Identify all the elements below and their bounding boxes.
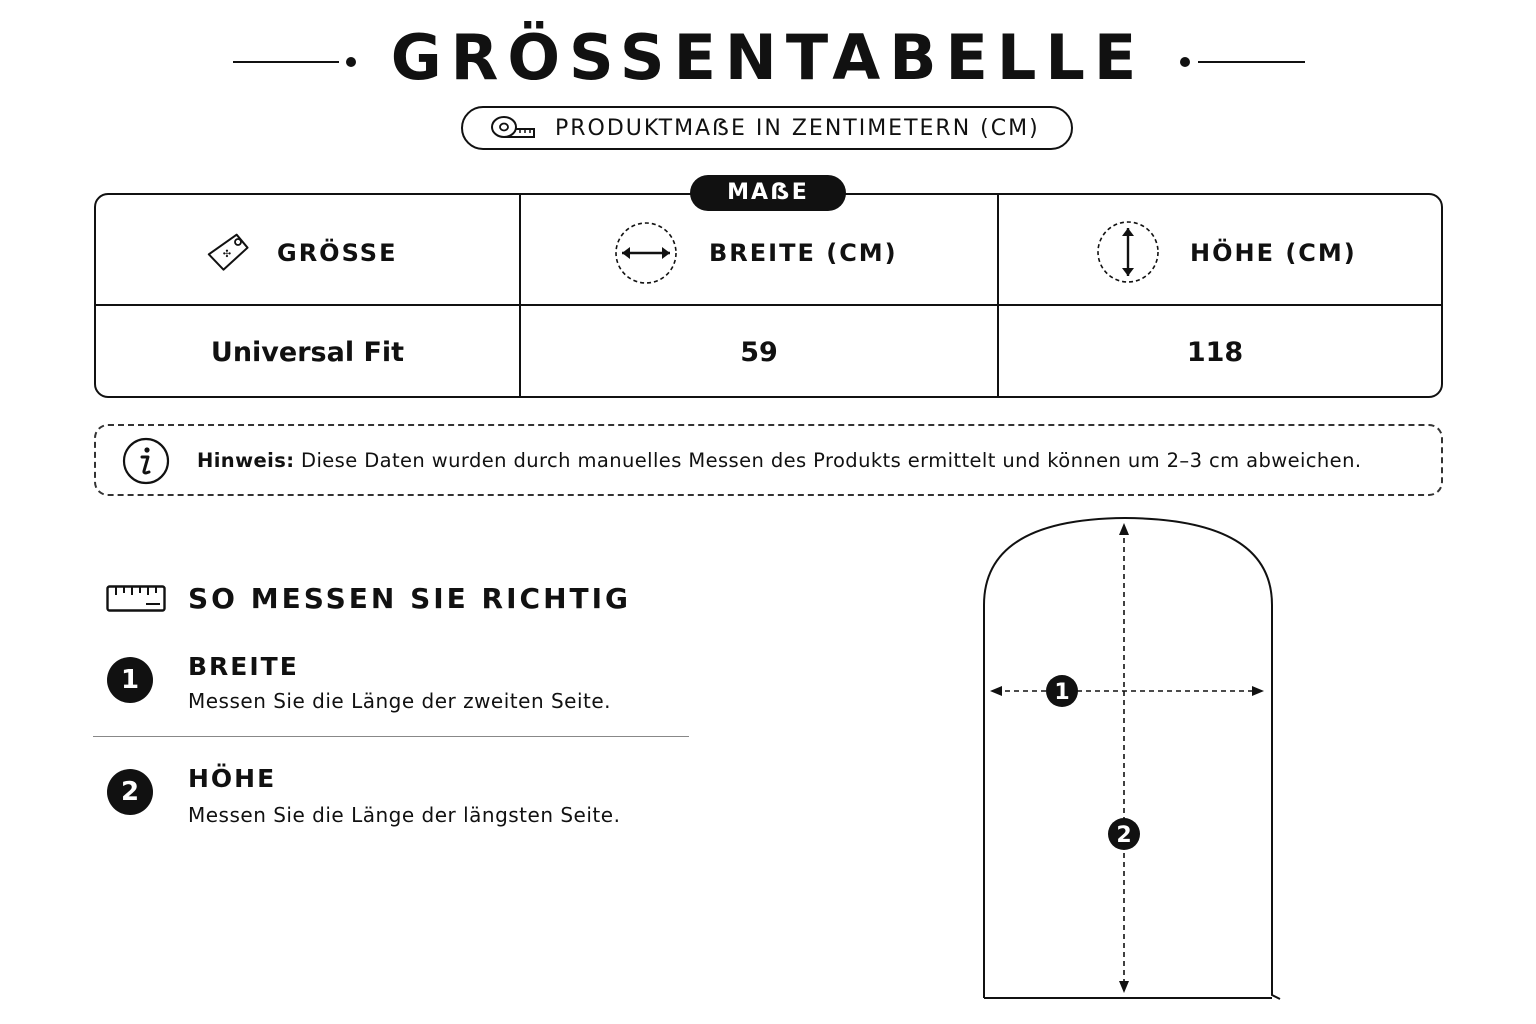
info-icon <box>122 437 170 485</box>
step-1-number: 1 <box>107 657 153 703</box>
step-2-number: 2 <box>107 769 153 815</box>
ruler-icon <box>106 585 166 613</box>
note-label: Hinweis: <box>197 449 295 472</box>
cell-height: 118 <box>1186 337 1244 368</box>
title-dot-right <box>1180 57 1190 67</box>
header-width: BREITE (CM) <box>709 239 898 267</box>
step-1-title: BREITE <box>188 652 299 681</box>
svg-text:✣: ✣ <box>222 249 232 260</box>
step-1-desc: Messen Sie die Länge der zweiten Seite. <box>188 689 612 713</box>
measurements-badge: MAẞE <box>690 175 846 211</box>
cell-size: Universal Fit <box>210 337 405 368</box>
howto-title: SO MESSEN SIE RICHTIG <box>188 582 632 615</box>
page-title: GRÖSSENTABELLE <box>390 21 1146 94</box>
header-size: GRÖSSE <box>277 239 398 267</box>
subtitle: PRODUKTMAẞE IN ZENTIMETERN (CM) <box>555 116 1040 141</box>
header-height: HÖHE (CM) <box>1190 239 1357 267</box>
vertical-arrow-icon <box>1096 220 1160 284</box>
garment-bag-outline <box>984 518 1280 999</box>
cell-width: 59 <box>740 337 778 368</box>
horizontal-arrow-icon <box>614 221 678 285</box>
note-text <box>197 448 1361 474</box>
price-tag-icon <box>205 230 251 276</box>
height-marker-label: 2 <box>1116 823 1132 848</box>
width-marker-label: 1 <box>1054 680 1070 705</box>
garment-bag-diagram <box>960 505 1290 1010</box>
title-rule-right <box>1198 61 1305 63</box>
step-2-desc: Messen Sie die Länge der längsten Seite. <box>188 803 621 827</box>
step-divider <box>93 736 689 737</box>
table-header-divider <box>94 304 1443 306</box>
step-2-title: HÖHE <box>188 764 277 793</box>
note-body: Diese Daten wurden durch manuelles Messen des Produkts ermittelt und können um 2–3 cm abweichen. <box>301 449 1362 472</box>
measuring-tape-icon <box>490 114 538 144</box>
